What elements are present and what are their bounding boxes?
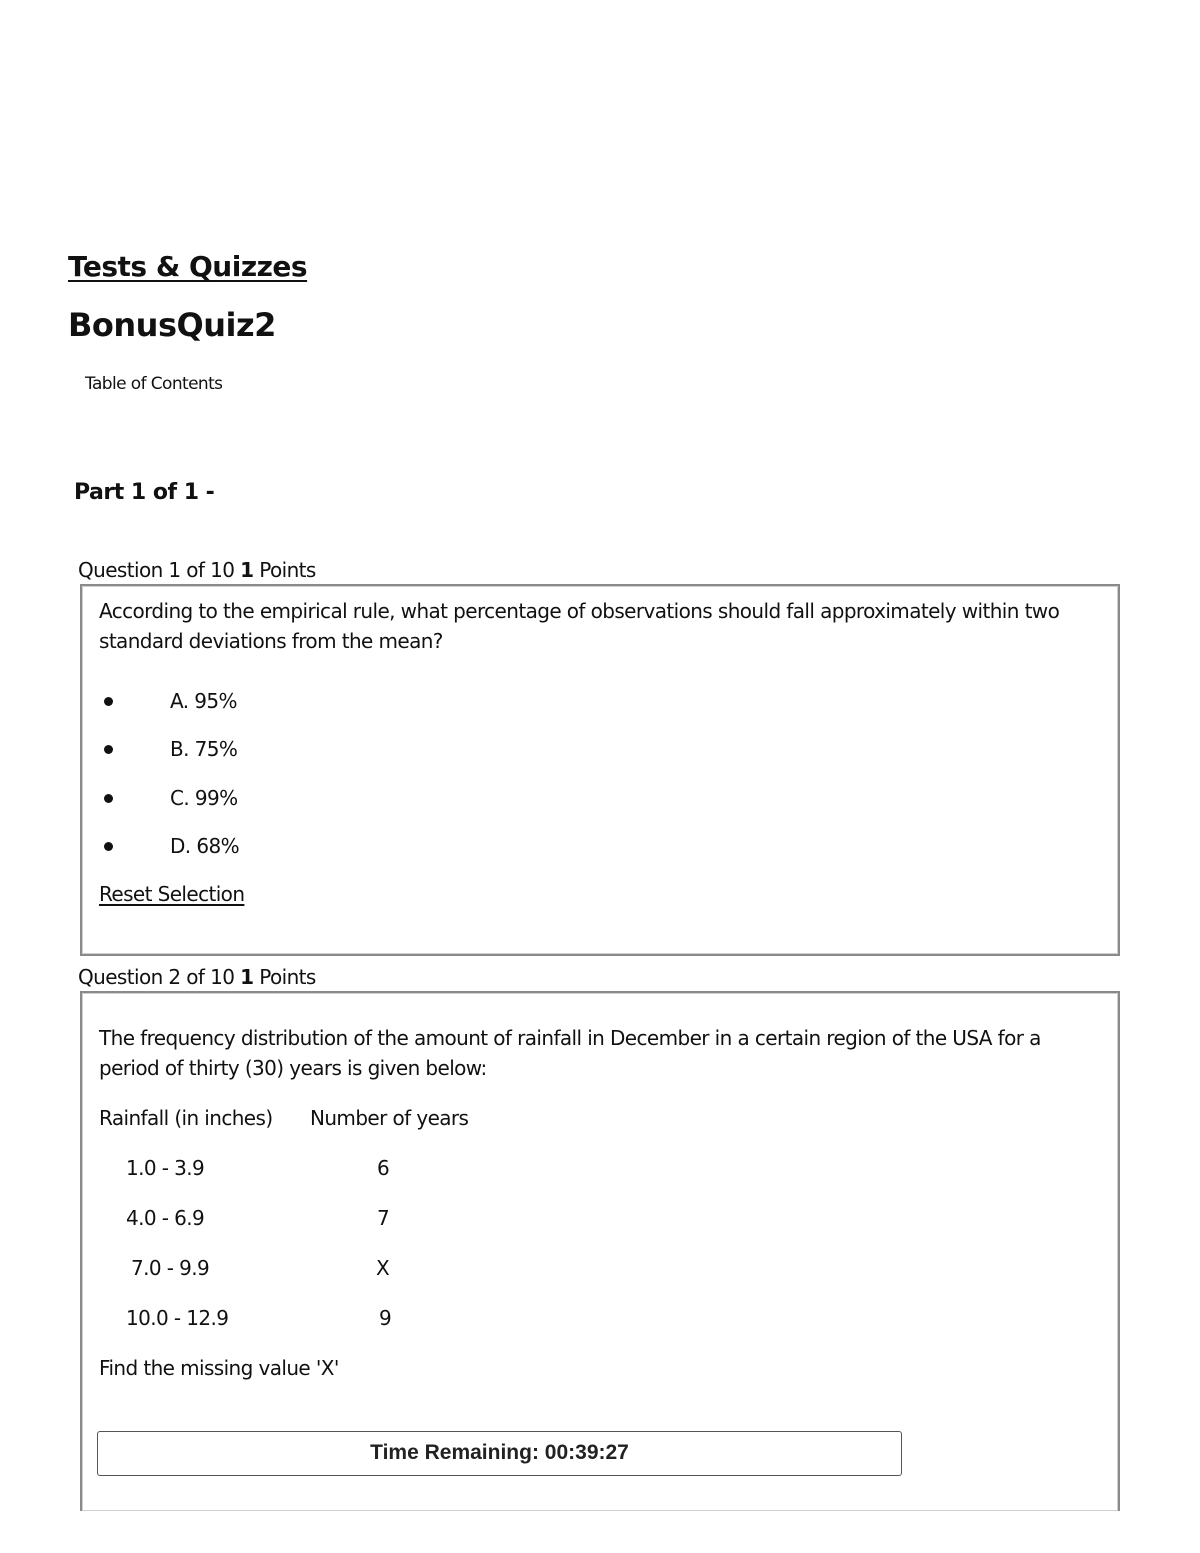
option-label: A. 95% [170, 689, 237, 713]
part-heading: Part 1 of 1 - [74, 480, 215, 505]
table-cell-rainfall: 10.0 - 12.9 [126, 1306, 229, 1330]
table-of-contents-link[interactable]: Table of Contents [85, 374, 223, 394]
option-label: B. 75% [170, 737, 238, 761]
question-2-number: Question 2 of 10 [78, 965, 235, 989]
table-cell-rainfall: 7.0 - 9.9 [131, 1256, 210, 1280]
option-label: D. 68% [170, 834, 239, 858]
option-bullet-icon [104, 842, 113, 851]
question-1-number: Question 1 of 10 [78, 558, 235, 582]
question-1-option-c[interactable] [82, 783, 482, 813]
table-cell-rainfall: 4.0 - 6.9 [126, 1206, 205, 1230]
option-label: C. 99% [170, 786, 238, 810]
option-bullet-icon [104, 697, 113, 706]
question-1-points-value: 1 [240, 558, 254, 582]
question-2-prompt: Find the missing value 'X' [99, 1356, 339, 1380]
table-cell-years: 9 [379, 1306, 392, 1330]
table-cell-years: 7 [377, 1206, 390, 1230]
question-1-header [78, 558, 316, 582]
table-header-years: Number of years [310, 1106, 469, 1130]
time-remaining-banner: Time Remaining: 00:39:27 [97, 1431, 902, 1476]
option-bullet-icon [104, 794, 113, 803]
table-cell-rainfall: 1.0 - 3.9 [126, 1156, 205, 1180]
question-1-option-b[interactable] [82, 734, 482, 764]
question-2-text: The frequency distribution of the amount of rainfall in December in a certain region of the USA for a period of thirty (30) years is given below: [99, 1026, 1041, 1080]
question-1-text: According to the empirical rule, what percentage of observations should fall approximately within two standard deviations from the mean? [99, 599, 1060, 653]
option-bullet-icon [104, 745, 113, 754]
question-2-points-value: 1 [240, 965, 254, 989]
question-2-points-label: Points [259, 965, 316, 989]
breadcrumb-tests-quizzes-link[interactable]: Tests & Quizzes [68, 250, 308, 283]
table-cell-years: X [376, 1256, 390, 1280]
question-1-box [80, 584, 1120, 956]
reset-selection-link[interactable]: Reset Selection [99, 882, 245, 906]
quiz-title: BonusQuiz2 [68, 306, 276, 344]
table-header-rainfall: Rainfall (in inches) [99, 1106, 273, 1130]
table-cell-years: 6 [377, 1156, 390, 1180]
question-1-option-a[interactable] [82, 686, 482, 716]
question-1-option-d[interactable] [82, 831, 482, 861]
question-1-points-label: Points [259, 558, 316, 582]
question-2-header [78, 965, 316, 989]
